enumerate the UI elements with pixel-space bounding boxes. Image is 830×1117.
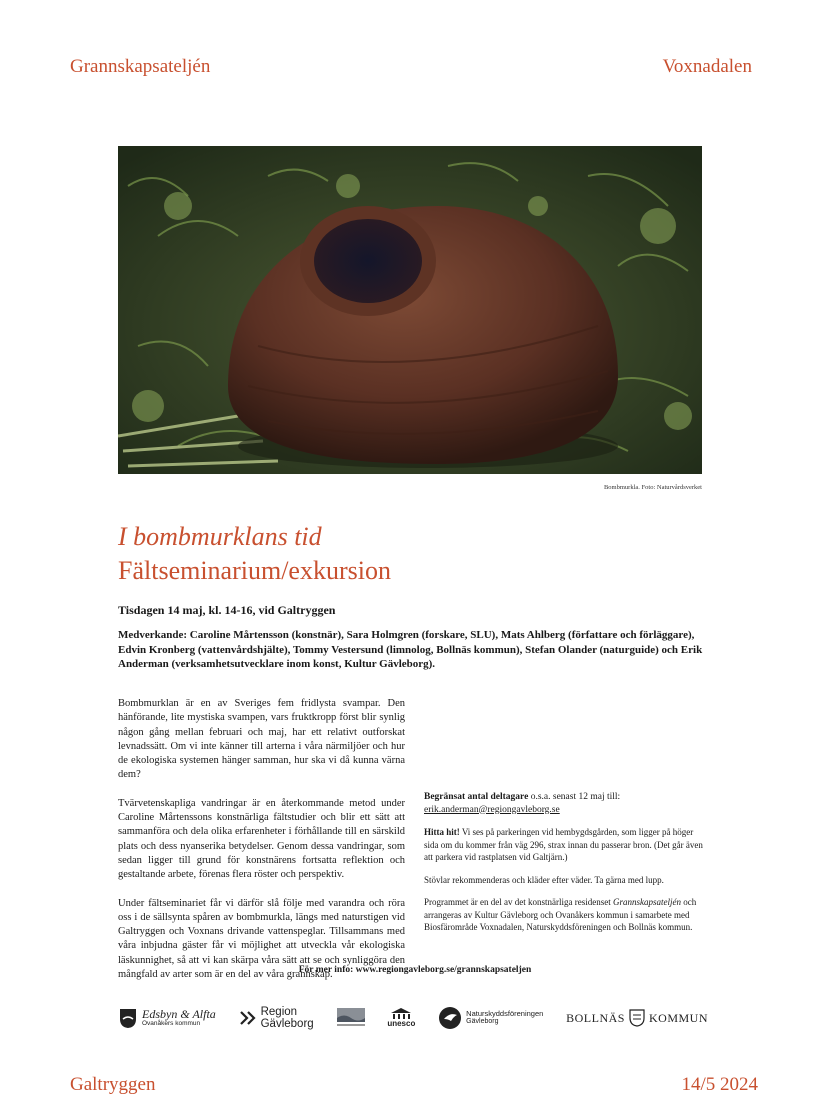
region-name-2: Gävleborg	[260, 1018, 314, 1030]
header-right: Voxnadalen	[662, 56, 752, 77]
title-italic: I bombmurklans tid	[118, 522, 322, 551]
region-name-1: Region	[260, 1005, 298, 1018]
nf-name: Naturskyddsföreningen	[466, 1009, 544, 1019]
nf-sub: Gävleborg	[466, 1018, 499, 1026]
logo-row	[118, 1000, 708, 1036]
bollnas-text-a: BOLLNÄS	[566, 1010, 625, 1025]
bombmurkla-photo	[118, 146, 702, 474]
event-datetime: Tisdagen 14 maj, kl. 14-16, vid Galtryggen	[118, 603, 336, 617]
footer-date: 14/5 2024	[681, 1074, 758, 1095]
bollnas-crest-icon	[629, 1009, 645, 1027]
photo-caption: Bombmurkla. Foto: Naturvårdsverket	[603, 484, 702, 491]
header-left: Grannskapsateljén	[70, 56, 211, 77]
body-column-right	[424, 697, 708, 944]
signup-text: o.s.a. senast 12 maj till:	[528, 792, 621, 802]
signup-email-link[interactable]: erik.anderman@regiongavleborg.se	[424, 804, 560, 815]
logo-biosfar	[337, 1008, 365, 1028]
body-column-left	[118, 697, 405, 996]
ovanaker-sub: Ovanåkers kommun	[142, 1019, 201, 1027]
title-main: Fältseminarium/exkursion	[118, 556, 391, 585]
more-info-link[interactable]: För mer info: www.regiongavleborg.se/grannskapsateljen	[298, 965, 532, 975]
program-text-b: och arrangeras av Kultur Gävleborg och Ovanåkers kommun i samarbete med Biosfärområde Voxnadalen, Naturskyddsföreningen och Bollnäs kommun.	[424, 897, 697, 932]
program-residency: Grannskapsateljén	[612, 897, 681, 907]
logo-unesco	[387, 1008, 415, 1028]
directions-label: Hitta hit!	[424, 827, 460, 837]
body-paragraph-3: Under fältseminariet får vi därför slå följe med varandra och röra oss i de sällsynta spåren av bombmurkla, längs med naturstigen vid Galtryggen och Voxnans drivande vattenspeglar. Tillsammans med våra inbjudna gäster får vi möjlighet att utveckla vår ekologiska läskunnighet, så att vi kan skärpa våra sätt att se och synliggöra den mångfald av arter som är en del av våra grannskap.	[118, 897, 405, 981]
info-block	[424, 791, 708, 934]
unesco-text: unesco	[387, 1018, 416, 1028]
logo-region-gavleborg	[239, 1006, 314, 1030]
ovanaker-crest-icon	[118, 1007, 138, 1029]
directions-text: Vi ses på parkeringen vid hembygdsgården, som ligger på höger sida om du kommer från väg 296, strax innan du passerar bron. (Det går även att parkera vid rastplatsen vid Galtjärn.)	[424, 827, 703, 862]
body-paragraph-2: Tvärvetenskapliga vandringar är en återkommande metod under Caroline Mårtenssons konstnärliga fältstudier och blir ett sätt att sammanföra och dela olika erfarenheter i förhållande till en särskild plats och dess nyanserika betydelser. Genom dessa vandringar, som sedan ligger till grund för konstnärens fortsatta reflektion och gestaltande arbete, förenas flera röster och perspektiv.	[118, 797, 405, 881]
photo-illustration	[118, 146, 702, 474]
bollnas-text-b: KOMMUN	[648, 1010, 708, 1025]
logo-bollnas	[566, 1009, 708, 1027]
biosfar-landscape-icon	[337, 1008, 365, 1028]
logo-ovanaker	[118, 1007, 216, 1029]
program-text-a: Programmet är en del av det konstnärliga residenset	[424, 897, 613, 907]
unesco-temple-icon	[390, 1008, 412, 1020]
ovanaker-name: Edsbyn & Alfta	[142, 1007, 216, 1022]
logo-naturskyddsforeningen	[438, 1006, 543, 1030]
region-chevrons-icon	[239, 1010, 257, 1026]
boots-note: Stövlar rekommenderas och kläder efter väder. Ta gärna med lupp.	[424, 874, 664, 885]
nf-bird-icon	[438, 1006, 462, 1030]
signup-label: Begränsat antal deltagare	[424, 792, 529, 802]
contributors: Medverkande: Caroline Mårtensson (konstnär), Sara Holmgren (forskare, SLU), Mats Ahlberg (författare och förläggare), Edvin Kronberg (vattenvårdshjälte), Tommy Vestersund (limnolog, Bollnäs kommun), Stefan Olander (naturguide) och Erik Anderman (verksamhetsutvecklare inom konst, Kultur Gävleborg).	[118, 629, 703, 670]
footer-location: Galtryggen	[70, 1074, 156, 1095]
body-paragraph-1: Bombmurklan är en av Sveriges fem fridlysta svampar. Den hänförande, lite mystiska svampen, vars fruktkropp först blir synlig någon gång mellan februari och maj, har ett relativt outforskat levnadssätt. Om vi inte känner till arterna i våra närmiljöer och hur de ekologiska systemen hänger samman, hur ska vi då kunna värna dem?	[118, 698, 405, 781]
